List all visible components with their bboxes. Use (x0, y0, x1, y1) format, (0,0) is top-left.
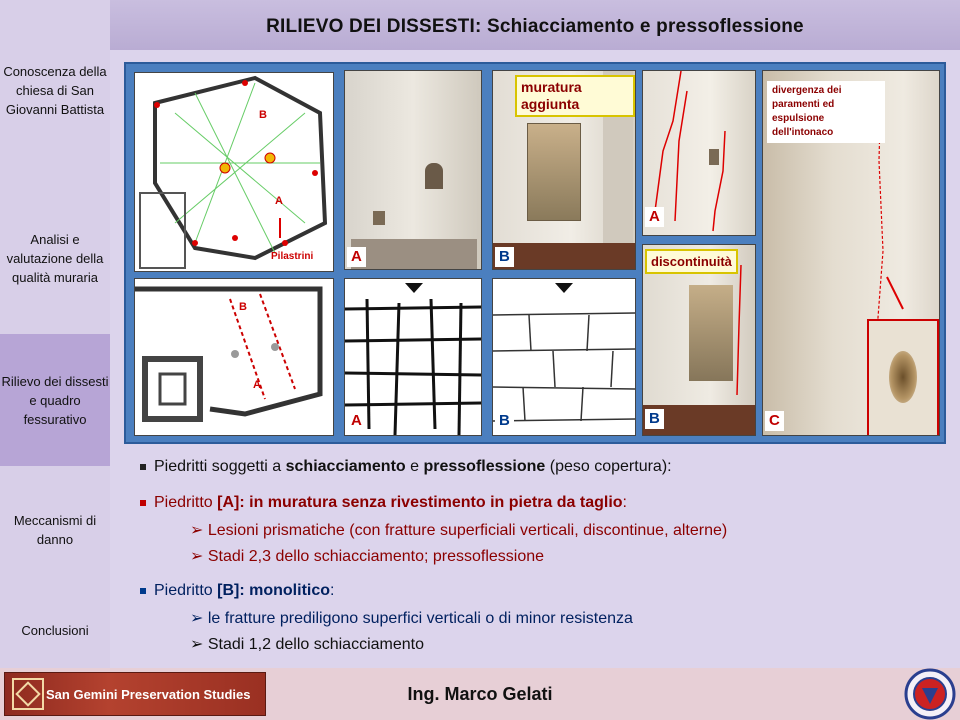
plan-bottom (134, 278, 334, 436)
plan2-label-b: B (239, 301, 247, 313)
photo-a (344, 70, 482, 270)
sidebar-item-label: Analisi e valutazione della qualità muraria (6, 231, 104, 285)
note-divergenza: divergenza dei paramenti ed espulsione dell'intonaco (767, 81, 885, 143)
sidebar-item-meccanismi[interactable] (0, 500, 110, 560)
plan2-label-a: A (253, 379, 261, 391)
photo-a-label: A (347, 247, 366, 267)
bullet-3-sub-1: ➢ le fratture prediligono superfici verticali o di minor resistenza (190, 610, 633, 627)
callout-discontinuita: discontinuità (645, 249, 738, 274)
sidebar-item-conoscenza[interactable] (0, 44, 110, 136)
photo-c-label: C (765, 411, 784, 431)
sidebar-item-label: Meccanismi di danno (13, 513, 97, 547)
drawing-a-label: A (347, 411, 366, 431)
bullet-3: Piedritto [B]: monolitico: (140, 582, 334, 600)
drawing-b-label: B (495, 411, 514, 431)
bullet-marker (140, 588, 146, 594)
photo-b (492, 70, 636, 270)
sidebar-item-label: Conoscenza della chiesa di San Giovanni Battista (3, 63, 107, 117)
sidebar-item-label: Conclusioni (21, 622, 89, 638)
plan-top (134, 72, 334, 272)
page-title: RILIEVO DEI DISSESTI: Schiacciamento e pressoflessione (266, 16, 804, 37)
photo-a2 (642, 70, 756, 236)
plan-label-b: B (259, 109, 267, 121)
drawing-b (492, 278, 636, 436)
bullet-marker (140, 500, 146, 506)
author-name: Ing. Marco Gelati (407, 684, 553, 704)
sidebar-item-label: Rilievo dei dissesti e quadro fessurativo (1, 373, 109, 427)
photo-b-label: B (495, 247, 514, 267)
ornament-icon (11, 677, 45, 711)
detail-inset (867, 319, 939, 436)
photo-c (762, 70, 940, 436)
figure-panel (124, 62, 946, 444)
sidebar-item-conclusioni[interactable] (0, 612, 110, 648)
sidebar-item-rilievo[interactable] (0, 334, 110, 466)
photo-a2-label: A (645, 207, 664, 227)
bullet-3-sub-2: ➢ Stadi 1,2 dello schiacciamento (190, 636, 424, 653)
plan-bottom-drawing (135, 279, 334, 436)
crack-pattern-b (493, 279, 636, 436)
bullet-2: Piedritto [A]: in muratura senza rivestimento in pietra da taglio: (140, 494, 627, 512)
bullet-marker (140, 464, 146, 470)
callout-muratura-aggiunta: muratura aggiunta (515, 75, 635, 117)
sidebar-item-analisi[interactable] (0, 212, 110, 304)
photo-b2-label: B (645, 409, 664, 429)
drawing-a (344, 278, 482, 436)
logo-text: San Gemini Preservation Studies (46, 687, 251, 702)
bullet-2-sub-1: ➢ Lesioni prismatiche (con fratture superficiali verticali, discontinue, alterne) (190, 522, 728, 539)
bullet-2-sub-2: ➢ Stadi 2,3 dello schiacciamento; pressoflessione (190, 548, 545, 565)
photo-b2 (642, 244, 756, 436)
pilastrini-label: Pilastrini (271, 251, 314, 262)
sidebar (0, 0, 110, 668)
university-seal-icon (904, 668, 956, 720)
bullet-1: Piedritti soggetti a schiacciamento e pressoflessione (peso copertura): (140, 458, 672, 476)
plan-top-drawing (135, 73, 334, 272)
plan-label-a: A (275, 195, 283, 207)
